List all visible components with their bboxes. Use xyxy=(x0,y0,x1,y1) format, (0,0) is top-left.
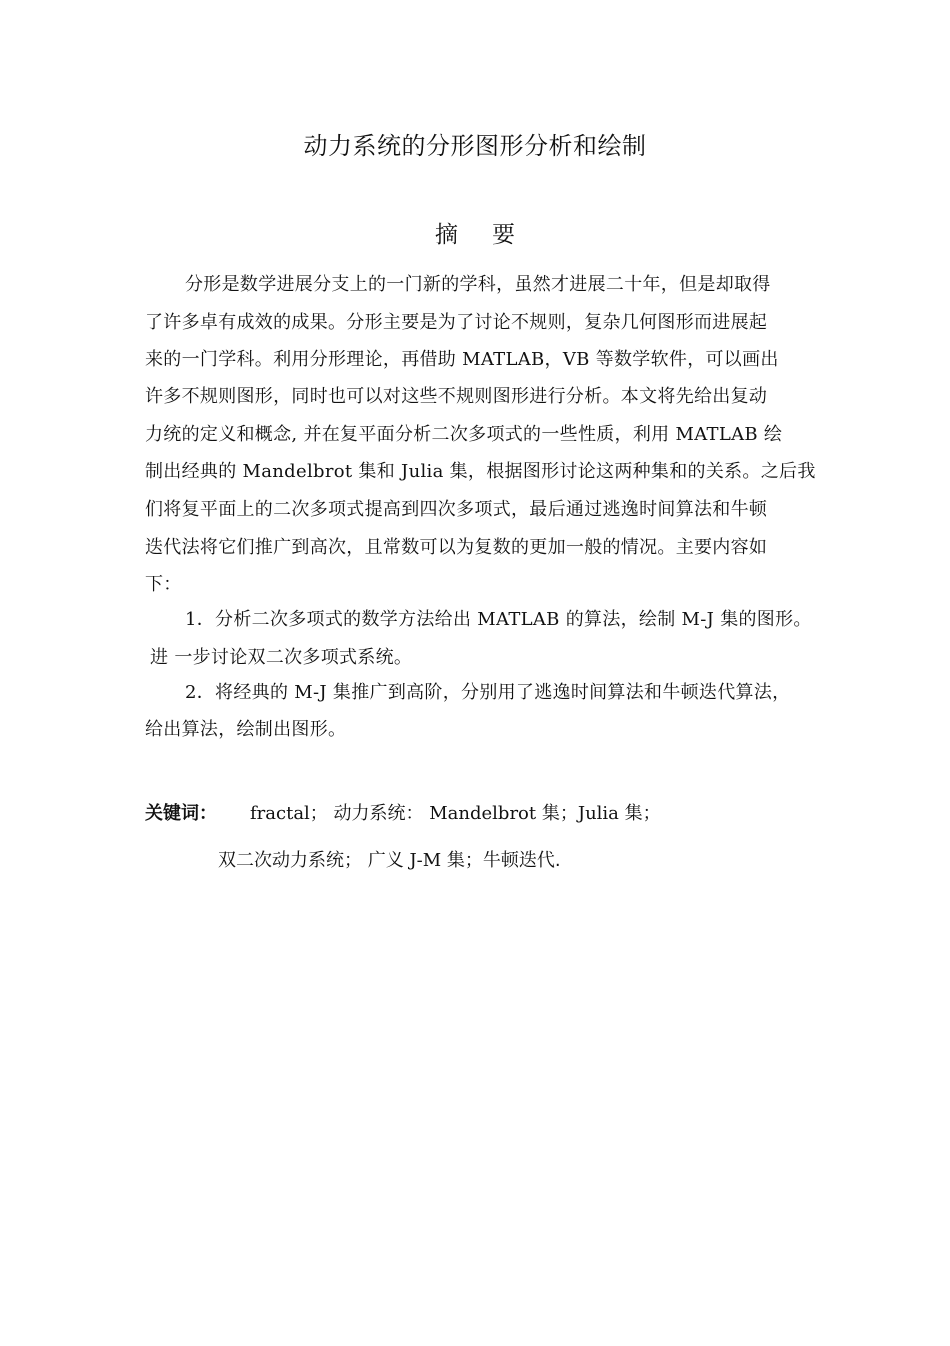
keywords-label: 关键词： xyxy=(145,803,217,824)
abstract-line: 们将复平面上的二次多项式提高到四次多项式，最后通过逃逸时间算法和牛顿 xyxy=(145,499,768,520)
abstract-line: 来的一门学科。利用分形理论，再借助 MATLAB，VB 等数学软件，可以画出 xyxy=(145,349,779,370)
list-item-2: 2．将经典的 M-J 集推广到高阶，分别用了逃逸时间算法和牛顿迭代算法， xyxy=(185,682,791,703)
list-item-2-continuation: 给出算法，绘制出图形。 xyxy=(145,719,347,740)
keyword-biquadratic: 双二次动力系统； xyxy=(218,850,362,871)
keywords-line-2 xyxy=(218,846,561,876)
list-item-1-continuation: 进 一步讨论双二次多项式系统。 xyxy=(150,647,413,668)
abstract-heading: 摘要 xyxy=(435,222,549,248)
abstract-line: 力统的定义和概念, 并在复平面分析二次多项式的一些性质，利用 MATLAB 绘 xyxy=(145,424,783,445)
abstract-line: 分形是数学进展分支上的一门新的学科，虽然才进展二十年，但是却取得 xyxy=(185,274,771,295)
list-item-1: 1．分析二次多项式的数学方法给出 MATLAB 的算法，绘制 M-J 集的图形。 xyxy=(185,609,812,630)
abstract-line: 下： xyxy=(145,574,182,595)
keyword-newton: 牛顿迭代. xyxy=(482,850,561,871)
abstract-line: 迭代法将它们推广到高次，且常数可以为复数的更加一般的情况。主要内容如 xyxy=(145,537,768,558)
document-title: 动力系统的分形图形分析和绘制 xyxy=(303,132,647,160)
abstract-line: 制出经典的 Mandelbrot 集和 Julia 集，根据图形讨论这两种集和的关系。之后我 xyxy=(145,461,816,482)
keywords-line-1: fractal； 动力系统： Mandelbrot 集；Julia 集； xyxy=(250,803,661,824)
abstract-line: 许多不规则图形，同时也可以对这些不规则图形进行分析。本文将先给出复动 xyxy=(145,386,768,407)
keyword-generalized-jm: 广义 J-M 集； xyxy=(362,850,483,871)
abstract-line: 了许多卓有成效的成果。分形主要是为了讨论不规则，复杂几何图形而进展起 xyxy=(145,312,768,333)
